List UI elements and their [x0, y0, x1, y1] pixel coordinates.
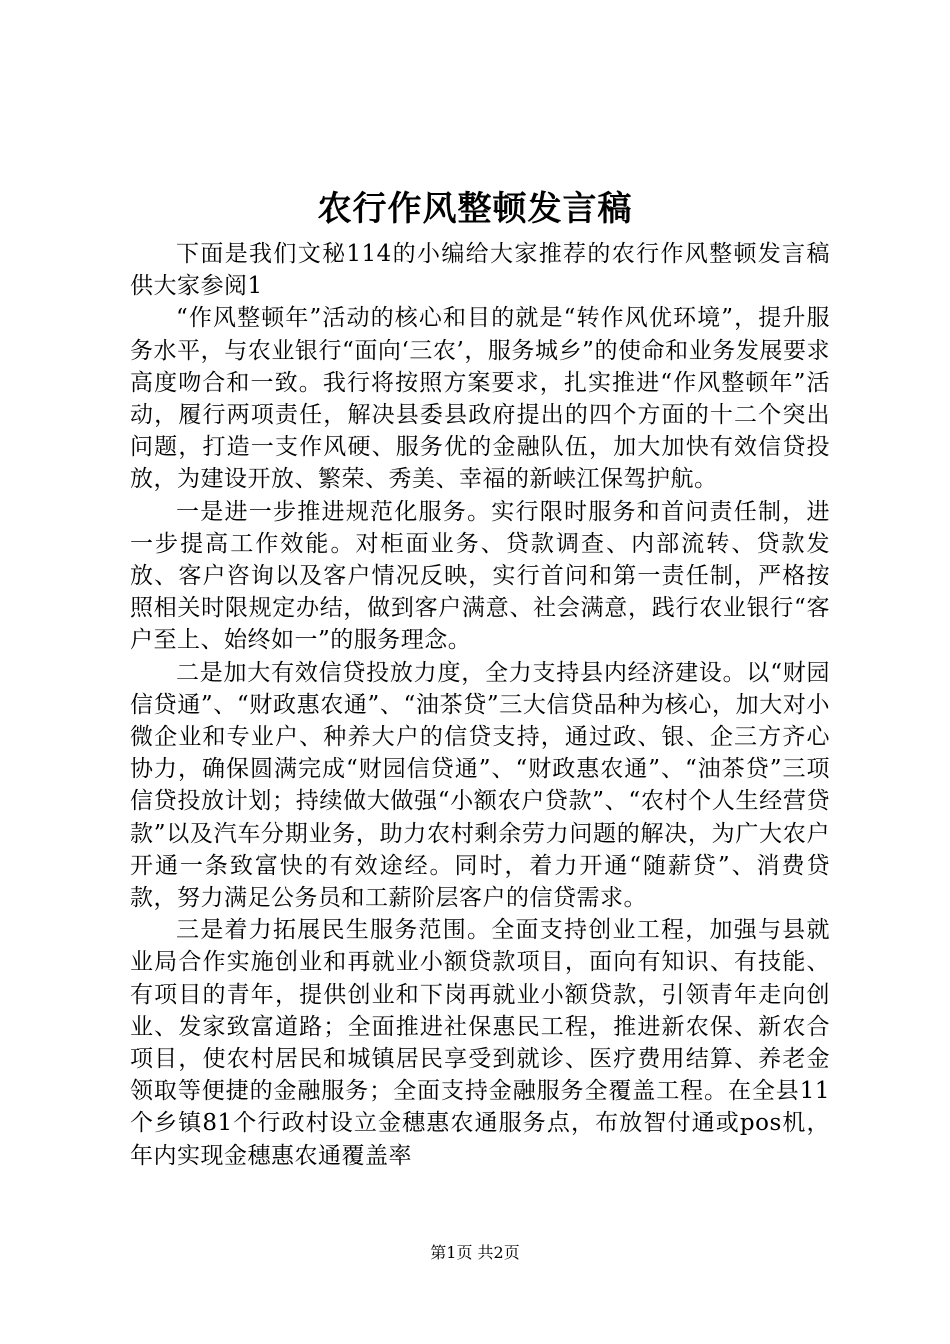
paragraph-point-one: 一是进一步推进规范化服务。实行限时服务和首问责任制，进一步提高工作效能。对柜面业务、贷款调查、内部流转、贷款发放、客户咨询以及客户情况反映，实行首问和第一责任制，严格按照相关时限规定办结，做到客户满意、社会满意，践行农业银行“客户至上、始终如一”的服务理念。: [130, 498, 830, 654]
paragraph-core-purpose: “作风整顿年”活动的核心和目的就是“转作风优环境”，提升服务水平，与农业银行“面向‘三农’，服务城乡”的使命和业务发展要求高度吻合和一致。我行将按照方案要求，扎实推进“作风整顿年”活动，履行两项责任，解决县委县政府提出的四个方面的十二个突出问题，打造一支作风硬、服务优的金融队伍，加大加快有效信贷投放，为建设开放、繁荣、秀美、幸福的新峡江保驾护航。: [130, 305, 830, 493]
paragraph-point-three: 三是着力拓展民生服务范围。全面支持创业工程，加强与县就业局合作实施创业和再就业小额贷款项目，面向有知识、有技能、有项目的青年，提供创业和下岗再就业小额贷款，引领青年走向创业、发家致富道路；全面推进社保惠民工程，推进新农保、新农合项目，使农村居民和城镇居民享受到就诊、医疗费用结算、养老金领取等便捷的金融服务；全面支持金融服务全覆盖工程。在全县11个乡镇81个行政村设立金穗惠农通服务点，布放智付通或pos机，年内实现金穗惠农通覆盖率: [130, 917, 830, 1169]
paragraph-point-two: 二是加大有效信贷投放力度，全力支持县内经济建设。以“财园信贷通”、“财政惠农通”、“油茶贷”三大信贷品种为核心，加大对小微企业和专业户、种养大户的信贷支持，通过政、银、企三方齐心协力，确保圆满完成“财园信贷通”、“财政惠农通”、“油茶贷”三项信贷投放计划；持续做大做强“小额农户贷款”、“农村个人生经营贷款”以及汽车分期业务，助力农村剩余劳力问题的解决，为广大农户开通一条致富快的有效途经。同时，着力开通“随薪贷”、消费贷款，努力满足公务员和工薪阶层客户的信贷需求。: [130, 659, 830, 912]
document-body: [130, 238, 830, 1172]
page-number-footer: 第1页 共2页: [430, 1243, 520, 1262]
document-title: 农行作风整顿发言稿: [317, 189, 633, 229]
paragraph-intro: 下面是我们文秘114的小编给大家推荐的农行作风整顿发言稿供大家参阅1: [130, 241, 830, 300]
